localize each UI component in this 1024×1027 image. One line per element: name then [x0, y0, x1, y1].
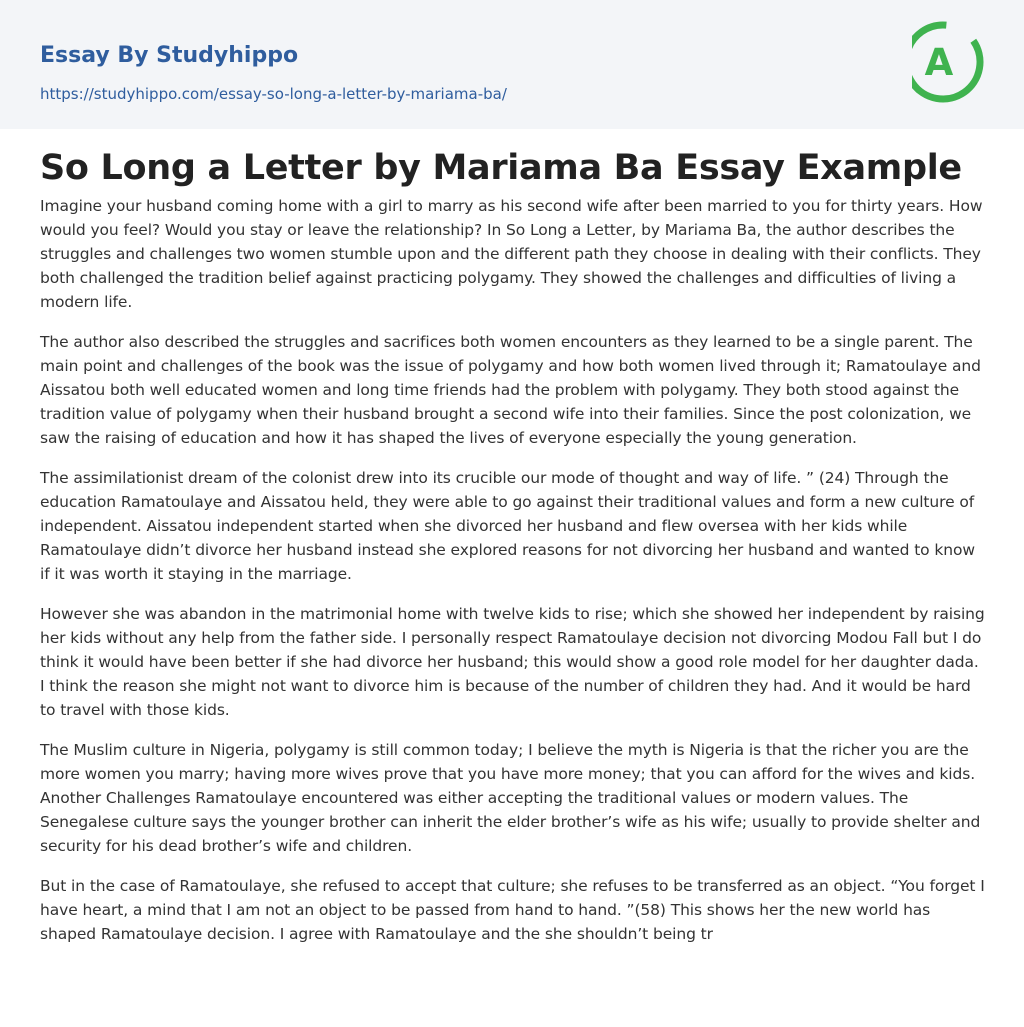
article-url-link[interactable]: https://studyhippo.com/essay-so-long-a-letter-by-mariama-ba/: [40, 85, 507, 103]
article-paragraph: But in the case of Ramatoulaye, she refused to accept that culture; she refuses to be transferred as an object. “You forget I have heart, a mind that I am not an object to be passed from hand to hand. ”(58) This shows her the new world has shaped Ramatoulaye decision. I agree with Ramatoulaye and the she shouldn’t being tr: [40, 877, 985, 943]
article-paragraph: The assimilationist dream of the colonist drew into its crucible our mode of thought and way of life. ” (24) Through the education Ramatoulaye and Aissatou held, they were able to go against their traditional values and form a new culture of independent. Aissatou independent started when she divorced her husband and flew oversea with her kids while Ramatoulaye didn’t divorce her husband instead she explored reasons for not divorcing her husband and wanted to know if it was worth it staying in the marriage.: [40, 469, 975, 583]
article-paragraph: The Muslim culture in Nigeria, polygamy is still common today; I believe the myth is Nigeria is that the richer you are the more women you marry; having more wives prove that you have more money; that you can afford for the wives and kids. Another Challenges Ramatoulaye encountered was either accepting the traditional values or modern values. The Senegalese culture says the younger brother can inherit the elder brother’s wife as his wife; usually to provide shelter and security for his dead brother’s wife and children.: [40, 741, 981, 855]
logo-letter: A: [924, 41, 954, 84]
article-paragraph: However she was abandon in the matrimonial home with twelve kids to rise; which she showed her independent by raising her kids without any help from the father side. I personally respect Ramatoulaye decision not divorcing Modou Fall but I do think it would have been better if she had divorce her husband; this would show a good role model for her daughter dada. I think the reason she might not want to divorce him is because of the number of children they had. And it would be hard to travel with those kids.: [40, 605, 985, 719]
article-body: [40, 194, 986, 962]
site-header: [0, 0, 1024, 129]
studyhippo-logo-icon[interactable]: [912, 18, 988, 106]
site-brand[interactable]: Essay By Studyhippo: [40, 43, 299, 68]
page-title: So Long a Letter by Mariama Ba Essay Example: [40, 148, 962, 188]
article-paragraph: The author also described the struggles and sacrifices both women encounters as they learned to be a single parent. The main point and challenges of the book was the issue of polygamy and how both women lived through it; Ramatoulaye and Aissatou both well educated women and long time friends had the problem with polygamy. They both stood against the tradition value of polygamy when their husband brought a second wife into their families. Since the post colonization, we saw the raising of education and how it has shaped the lives of everyone especially the young generation.: [40, 333, 981, 447]
article-paragraph: Imagine your husband coming home with a girl to marry as his second wife after been married to you for thirty years. How would you feel? Would you stay or leave the relationship? In So Long a Letter, by Mariama Ba, the author describes the struggles and challenges two women stumble upon and the different path they choose in dealing with their conflicts. They both challenged the tradition belief against practicing polygamy. They showed the challenges and difficulties of living a modern life.: [40, 197, 983, 311]
